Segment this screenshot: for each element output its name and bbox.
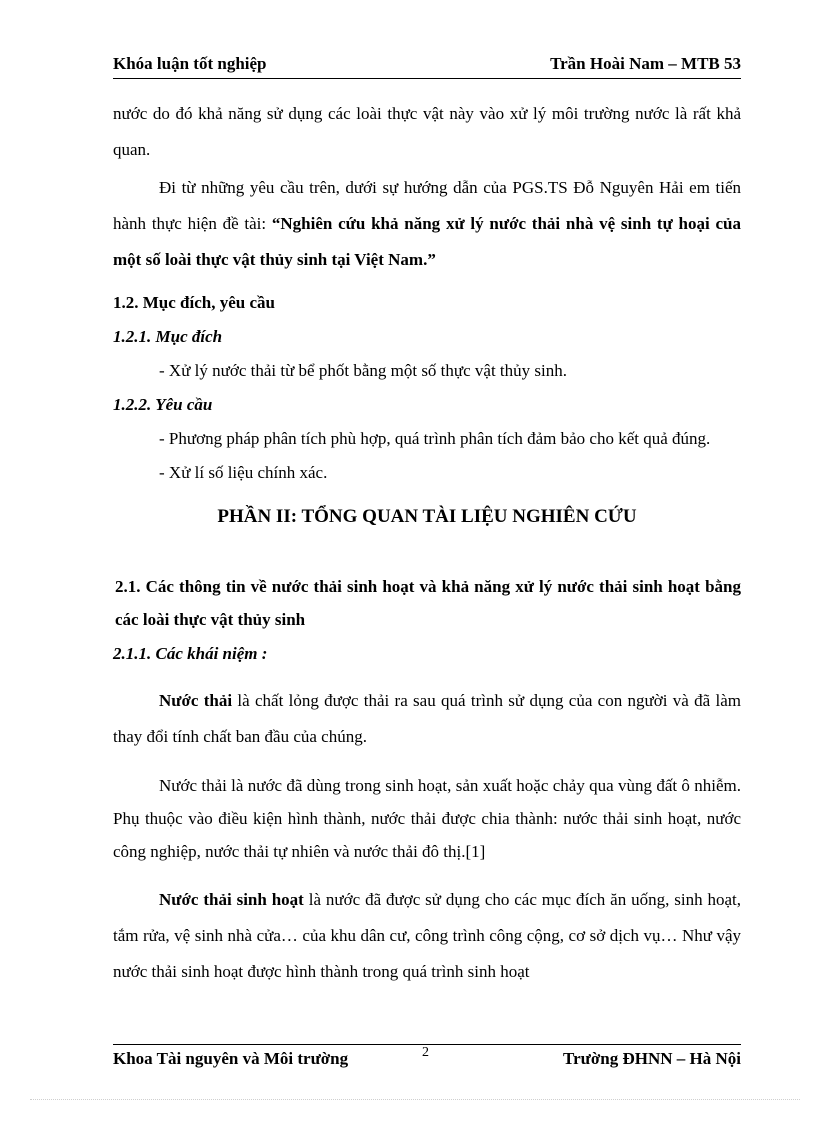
page-footer <box>113 1044 741 1071</box>
page-body <box>113 96 741 990</box>
term-domestic-wastewater: Nước thải sinh hoạt <box>159 890 304 909</box>
page-number: 2 <box>422 1045 429 1060</box>
list-item-method: - Phương pháp phân tích phù hợp, quá trình phân tích đảm bảo cho kết quả đúng. <box>159 429 711 448</box>
header-right: Trần Hoài Nam – MTB 53 <box>550 54 741 73</box>
paragraph-definition-wastewater <box>113 683 741 755</box>
paragraph-continuation: nước do đó khả năng sử dụng các loài thực vật này vào xử lý môi trường nước là rất khả quan. <box>113 104 741 159</box>
paragraph-wastewater-types: Nước thải là nước đã dùng trong sinh hoạt, sản xuất hoặc chảy qua vùng đất ô nhiễm. Phụ thuộc vào điều kiện hình thành, nước thải được chia thành: nước thải sinh hoạt, nước công nghiệp, nước thải tự nhiên và nước thải đô thị.[1] <box>113 776 741 861</box>
definition-wastewater: là chất lỏng được thải ra sau quá trình sử dụng của con người và đã làm thay đổi tính chất ban đầu của chúng. <box>113 691 741 746</box>
heading-2-1-1: 2.1.1. Các khái niệm : <box>113 644 268 663</box>
heading-2-1: 2.1. Các thông tin về nước thải sinh hoạt và khả năng xử lý nước thải sinh hoạt bằng các loài thực vật thủy sinh <box>115 577 741 629</box>
paragraph-research-topic <box>113 170 741 278</box>
page-header <box>113 52 741 79</box>
heading-1-2: 1.2. Mục đích, yêu cầu <box>113 293 275 312</box>
part-two-title: PHẦN II: TỔNG QUAN TÀI LIỆU NGHIÊN CỨU <box>217 506 637 527</box>
paragraph-domestic-wastewater <box>113 882 741 990</box>
page-break-line <box>30 1099 800 1100</box>
heading-1-2-1: 1.2.1. Mục đích <box>113 327 223 346</box>
header-left: Khóa luận tốt nghiệp <box>113 54 267 73</box>
footer-left: Khoa Tài nguyên và Môi trường <box>113 1049 349 1068</box>
footer-right: Trường ĐHNN – Hà Nội <box>563 1049 741 1068</box>
heading-1-2-2: 1.2.2. Yêu cầu <box>113 395 213 414</box>
list-item-data: - Xử lí số liệu chính xác. <box>159 463 328 482</box>
definition-domestic-wastewater: là nước đã được sử dụng cho các mục đích ăn uống, sinh hoạt, tắm rửa, vệ sinh nhà cửa… của khu dân cư, công trình công cộng, cơ sở dịch vụ… Như vậy nước thải sinh hoạt được hình thành trong quá trình sinh hoạt <box>113 890 742 981</box>
list-item-objective: - Xử lý nước thải từ bể phốt bằng một số thực vật thủy sinh. <box>159 361 567 380</box>
topic-intro-text: Đi từ những yêu cầu trên, dưới sự hướng dẫn của PGS.TS Đỗ Nguyên Hải em tiến hành thực hiện đề tài: <box>113 178 741 233</box>
topic-title: “Nghiên cứu khả năng xử lý nước thải nhà vệ sinh tự hoại của một số loài thực vật thủy sinh tại Việt Nam.” <box>113 214 741 269</box>
term-wastewater: Nước thải <box>159 691 233 710</box>
